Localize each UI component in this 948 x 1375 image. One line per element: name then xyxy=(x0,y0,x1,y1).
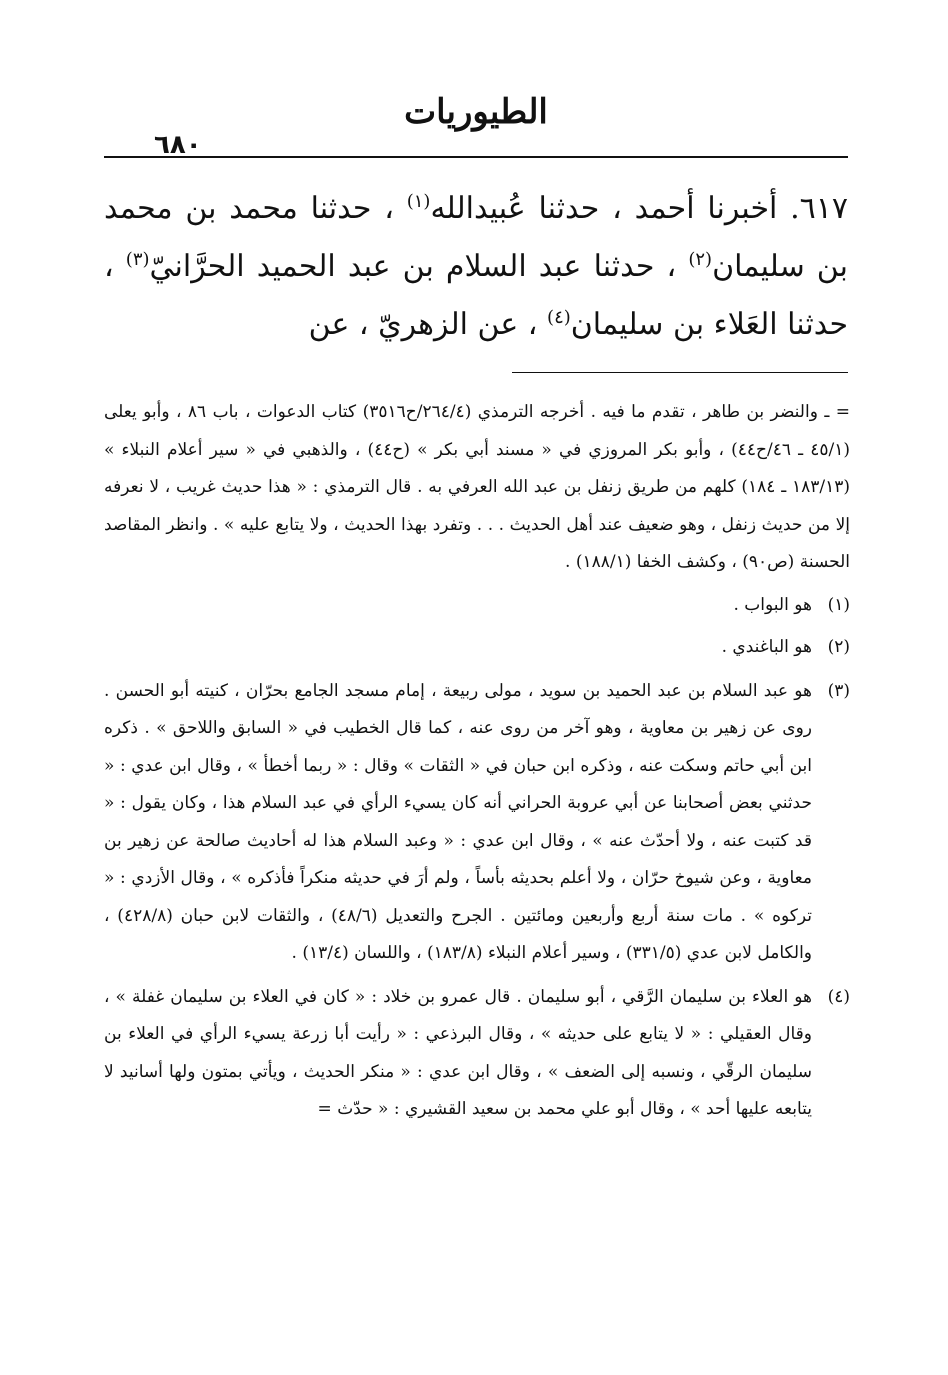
footnote-number: (٣) xyxy=(827,680,850,701)
footnotes xyxy=(104,394,850,1129)
header-rule xyxy=(104,156,848,158)
footnote-number: (١) xyxy=(827,594,850,615)
footnote-1 xyxy=(104,587,850,625)
footnote-separator xyxy=(512,372,848,373)
footnote-4 xyxy=(104,979,850,1129)
footnote-number: (٤) xyxy=(827,986,850,1007)
footnote-ref: (٣) xyxy=(125,249,150,270)
page-number: ٦٨٠ xyxy=(154,130,202,160)
running-header xyxy=(104,86,848,160)
footnote-text: هو البواب . xyxy=(733,594,812,615)
hadith-text xyxy=(104,180,848,354)
book-title: الطيوريات xyxy=(404,92,548,132)
footnote-text: هو عبد السلام بن عبد الحميد بن سويد ، مولى ربيعة ، إمام مسجد الجامع بحرّان ، كنيته أبو الحسن . روى عن زهير بن معاوية ، وهو آخر من روى عنه ، كما قال الخطيب في « السابق واللاحق » . ذكره ابن أبي حاتم وسكت عنه ، وذكره ابن حبان في « الثقات » وقال : « ربما أخطأ » ، وقال ابن عدي : « حدثني بعض أصحابنا عن أبي عروبة الحراني أنه كان يسيء الرأي في عبد السلام هذا ، وكان يقول : « قد كتبت عنه ، ولا أحدّث عنه » ، وقال ابن عدي : « وعبد السلام هذا له أحاديث صالحة عن زهير بن معاوية ، وعن شيوخ حرّان ، ولا أعلم بحديثه بأساً ، ولم أرَ في حديثه منكراً فأذكره » ، وقال الأزدي : « تركوه » . مات سنة أربع وأربعين ومائتين . الجرح والتعديل (٤٨/٦) ، والثقات لابن حبان (٤٢٨/٨) ، والكامل لابن عدي (٣٣١/٥) ، وسير أعلام النبلاء (١٨٣/٨) ، واللسان (١٣/٤) . xyxy=(104,680,812,963)
text-segment: ، عن الزهريّ ، عن xyxy=(308,307,548,342)
footnote-2 xyxy=(104,629,850,667)
footnote-text: هو العلاء بن سليمان الرَّقي ، أبو سليمان . قال عمرو بن خلاد : « كان في العلاء بن سليمان غفلة » ، وقال العقيلي : « لا يتابع على حديثه » ، وقال البرذعي : « رأيت أبا زرعة يسيء الرأي في العلاء بن سليمان الرقّي ، ونسبه إلى الضعف » ، وقال ابن عدي : « منكر الحديث ، ويأتي بمتون ولها أسانيد لا يتابعه عليها أحد » ، وقال أبو علي محمد بن سعيد القشيري : « حدّث = xyxy=(104,986,812,1119)
footnote-3 xyxy=(104,673,850,973)
text-segment: ، حدثنا العَلاء بن سليمان xyxy=(104,249,848,342)
footnote-text: هو الباغندي . xyxy=(721,637,812,657)
footnote-ref: (٢) xyxy=(688,249,713,270)
footnote-ref: (٤) xyxy=(547,307,571,328)
text-segment: ، حدثنا عبد السلام بن عبد الحميد الحرَّانيّ xyxy=(149,249,689,284)
footnote-continuation: = ـ والنضر بن طاهر ، تقدم ما فيه . أخرجه الترمذي (٢٦٤/٤/ح٣٥١٦) كتاب الدعوات ، باب ٨٦ ، وأبو يعلى (٤٥/١ ـ ٤٦/ح٤٤) ، وأبو بكر المروزي في « مسند أبي بكر » (ح٤٤) ، والذهبي في « سير أعلام النبلاء » (١٨٣/١٣ ـ ١٨٤) كلهم من طريق زنفل بن عبد الله العرفي به . قال الترمذي : « هذا حديث غريب ، لا نعرفه إلا من حديث زنفل ، وهو ضعيف عند أهل الحديث . . . وتفرد بهذا الحديث ، ولا يتابع عليه » . وانظر المقاصد الحسنة (ص٩٠) ، وكشف الخفا (١٨٨/١) . xyxy=(104,402,850,572)
footnote-ref: (١) xyxy=(406,191,431,212)
text-segment: ٦١٧. أخبرنا أحمد ، حدثنا عُبيدالله xyxy=(430,191,848,226)
footnote-number: (٢) xyxy=(827,637,850,657)
text-segment: ، حدثنا محمد بن محمد بن سليمان xyxy=(104,191,848,284)
